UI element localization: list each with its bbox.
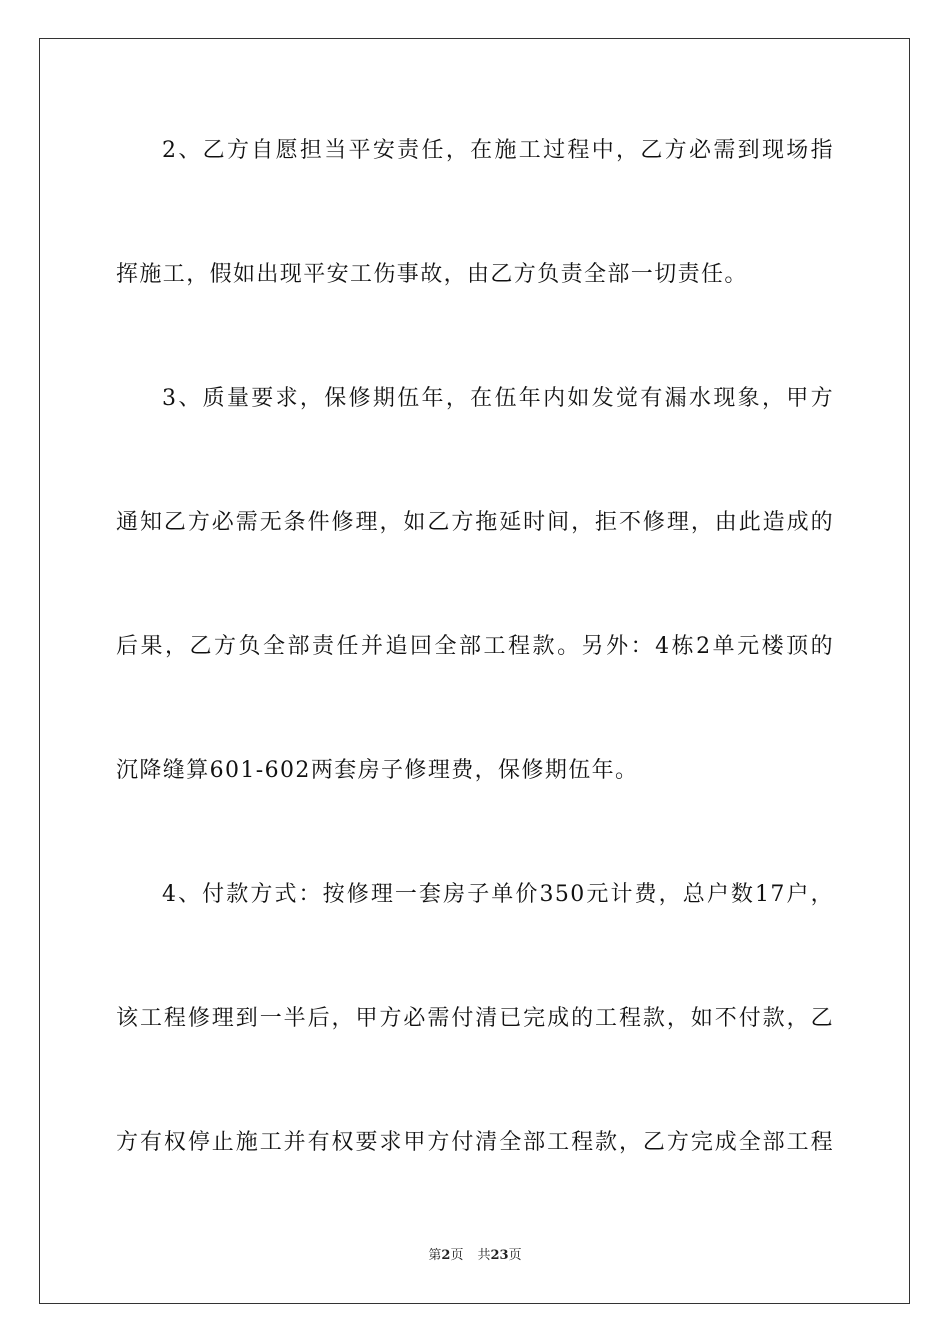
paragraph-3-line-3: 后果，乙方负全部责任并追回全部工程款。另外：4栋2单元楼顶的	[116, 634, 834, 659]
paragraph-2-line-1: 2、乙方自愿担当平安责任，在施工过程中，乙方必需到现场指	[162, 138, 834, 163]
paragraph-3-line-2: 通知乙方必需无条件修理，如乙方拖延时间，拒不修理，由此造成的	[116, 510, 834, 535]
page-number: 2	[441, 1248, 451, 1263]
total-pages-prefix: 共	[477, 1248, 491, 1263]
paragraph-4-line-2: 该工程修理到一半后，甲方必需付清已完成的工程款，如不付款，乙	[116, 1006, 834, 1031]
paragraph-4-line-3: 方有权停止施工并有权要求甲方付清全部工程款，乙方完成全部工程	[116, 1130, 834, 1155]
page-number-suffix: 页	[450, 1248, 464, 1263]
paragraph-3-line-4: 沉降缝算601-602两套房子修理费，保修期伍年。	[116, 758, 639, 783]
total-pages: 23	[490, 1248, 509, 1263]
paragraph-4-line-1: 4、付款方式：按修理一套房子单价350元计费，总户数17户，	[162, 882, 834, 907]
paragraph-2-line-2: 挥施工，假如出现平安工伤事故，由乙方负责全部一切责任。	[116, 262, 748, 287]
total-pages-suffix: 页	[508, 1248, 522, 1263]
page-footer	[0, 1247, 950, 1265]
page-frame	[39, 38, 910, 1304]
paragraph-3-line-1: 3、质量要求，保修期伍年，在伍年内如发觉有漏水现象，甲方	[162, 386, 834, 411]
page-number-prefix: 第	[428, 1248, 442, 1263]
